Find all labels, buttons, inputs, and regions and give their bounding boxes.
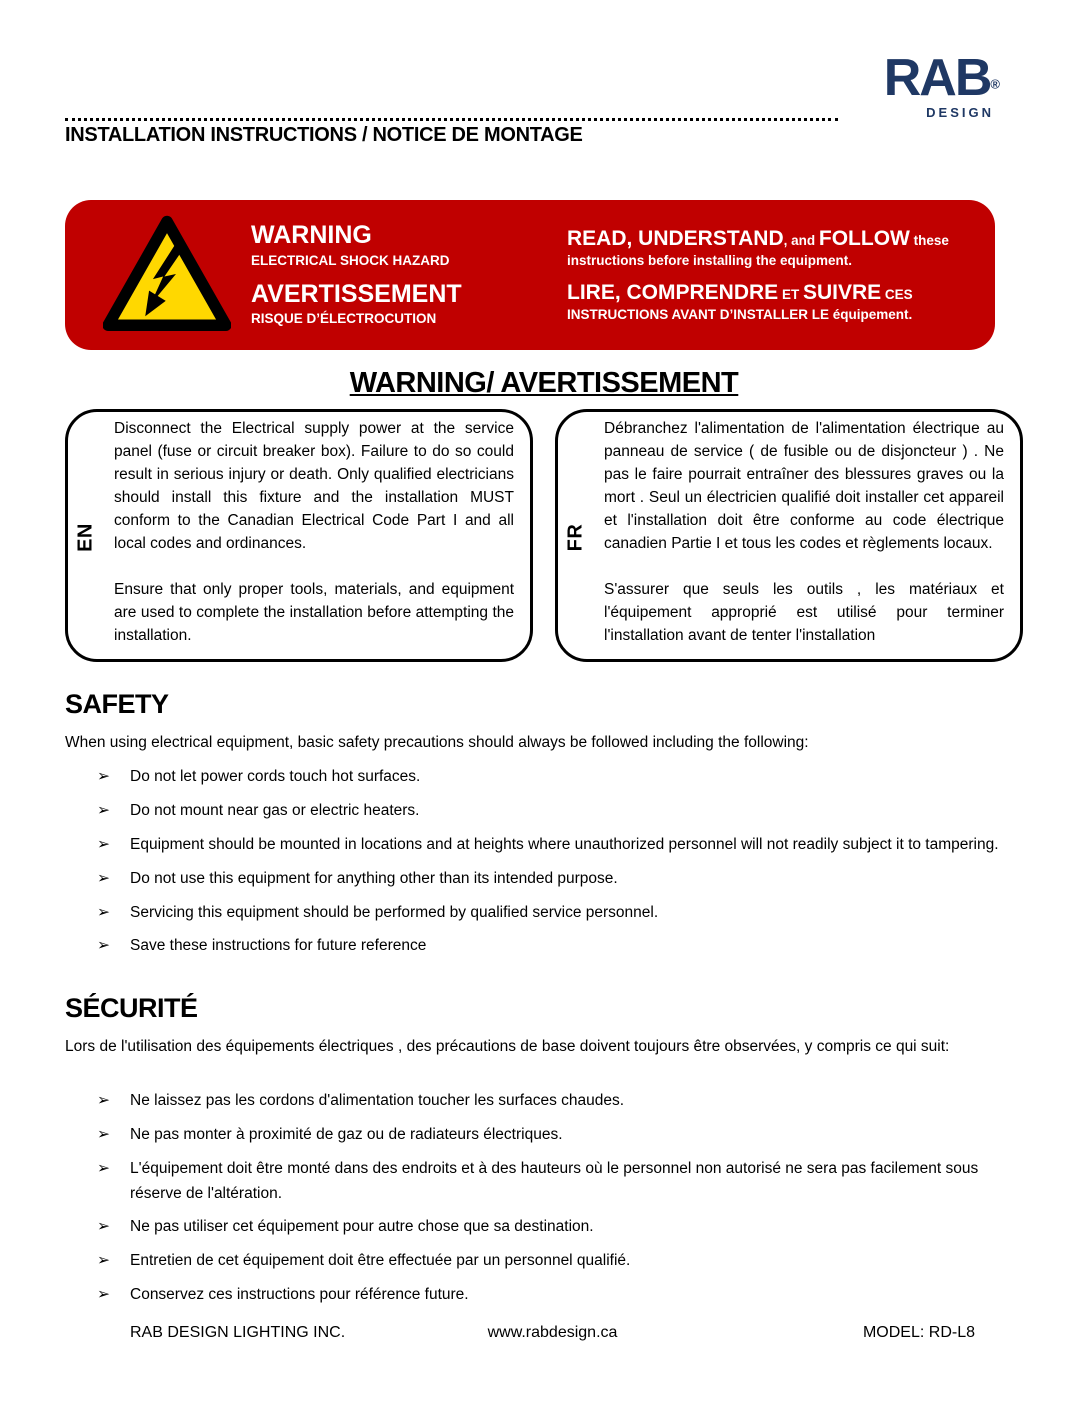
warning-avertissement-heading: WARNING/ AVERTISSEMENT	[349, 367, 739, 399]
footer-model: MODEL: RD-L8	[862, 1324, 975, 1341]
list-item	[97, 1089, 1023, 1114]
logo-text: RAB	[883, 49, 991, 107]
footer-website: www.rabdesign.ca	[487, 1324, 618, 1341]
arrow-bullet-icon: ➢	[97, 1126, 110, 1144]
read-understand-big: READ, UNDERSTAND	[567, 226, 784, 250]
en-language-label: EN	[74, 522, 97, 552]
list-item-text: Save these instructions for future reference	[130, 937, 427, 955]
these-small: these	[909, 232, 949, 248]
arrow-bullet-icon: ➢	[97, 802, 110, 820]
arrow-bullet-icon: ➢	[97, 869, 110, 887]
warning-boxes-row	[65, 409, 1023, 662]
arrow-bullet-icon: ➢	[97, 903, 110, 921]
list-item-text: Ne pas utiliser cet équipement pour autre chose que sa destination.	[130, 1218, 594, 1236]
avertissement-subtitle: RISQUE D’ÉLECTROCUTION	[251, 311, 437, 326]
safety-heading: SAFETY	[65, 689, 169, 720]
lire-comprendre-big: LIRE, COMPRENDRE	[567, 280, 779, 304]
arrow-bullet-icon: ➢	[97, 1286, 110, 1303]
list-item-text: Servicing this equipment should be performed by qualified service personnel.	[130, 903, 659, 921]
list-item-text: Equipment should be mounted in locations and at heights where unauthorized personnel will not readily subject it to tampering.	[130, 836, 999, 854]
list-item	[97, 1157, 1023, 1207]
safety-bullet-list	[65, 765, 1023, 959]
instructions-line-fr: INSTRUCTIONS AVANT D’INSTALLER LE équipement.	[567, 306, 913, 322]
list-item	[97, 867, 1023, 892]
lire-comprendre-line	[567, 281, 971, 305]
list-item	[97, 934, 1023, 959]
safety-intro: When using electrical equipment, basic safety precautions should always be followed including the following:	[65, 734, 809, 752]
ces-small: CES	[881, 286, 913, 302]
arrow-bullet-icon: ➢	[97, 1159, 110, 1177]
electrical-hazard-triangle-icon	[103, 215, 231, 333]
list-item-text: Entretien de cet équipement doit être effectuée par un personnel qualifié.	[130, 1252, 631, 1270]
list-item-text: Conservez ces instructions pour référence future.	[130, 1286, 469, 1303]
rab-design-logo	[883, 49, 1000, 120]
list-item-text: Ne laissez pas les cordons d'alimentation toucher les surfaces chaudes.	[130, 1092, 625, 1110]
arrow-bullet-icon: ➢	[97, 836, 110, 854]
dotted-divider	[65, 118, 838, 121]
suivre-big: SUIVRE	[802, 280, 882, 304]
list-item	[97, 1123, 1023, 1148]
list-item-text: Ne pas monter à proximité de gaz ou de radiateurs électriques.	[130, 1126, 563, 1144]
and-small: , and	[783, 232, 819, 248]
instructions-line-en: instructions before installing the equipment.	[567, 252, 853, 268]
list-item	[97, 765, 1023, 790]
follow-big: FOLLOW	[818, 226, 910, 250]
list-item-text: Do not let power cords touch hot surfaces.	[130, 768, 421, 786]
avertissement-title: AVERTISSEMENT	[251, 279, 462, 308]
fr-paragraph-2: S'assurer que seuls les outils , les matériaux et l'équipement approprié est utilisé pour terminer l'installation avant de tenter l'installation	[604, 580, 1004, 644]
page-footer	[0, 1324, 1088, 1342]
fr-language-label: FR	[564, 523, 587, 552]
securite-bullet-list	[65, 1089, 1023, 1308]
arrow-bullet-icon: ➢	[97, 768, 110, 786]
warning-title: WARNING	[251, 221, 372, 249]
list-item	[97, 1249, 1023, 1274]
read-understand-line	[567, 227, 971, 251]
arrow-bullet-icon: ➢	[97, 1218, 110, 1236]
registered-trademark-symbol: ®	[990, 76, 1000, 92]
warning-box-fr	[555, 409, 1023, 662]
banner-right-column	[559, 227, 971, 322]
arrow-bullet-icon: ➢	[97, 1252, 110, 1270]
list-item-text: Do not use this equipment for anything other than its intended purpose.	[130, 869, 618, 887]
securite-intro: Lors de l'utilisation des équipements électriques , des précautions de base doivent toujours être observées, y compris ce qui suit:	[65, 1038, 950, 1056]
logo-subtext: DESIGN	[926, 105, 994, 120]
en-paragraph-2: Ensure that only proper tools, materials, and equipment are used to complete the installation before attempting the installation.	[114, 580, 514, 644]
list-item	[97, 799, 1023, 824]
list-item	[97, 901, 1023, 926]
warning-banner	[65, 200, 995, 350]
warning-box-en	[65, 409, 533, 662]
list-item	[97, 1215, 1023, 1240]
arrow-bullet-icon: ➢	[97, 937, 110, 955]
list-item	[97, 833, 1023, 858]
document-title: INSTALLATION INSTRUCTIONS / NOTICE DE MONTAGE	[65, 124, 583, 146]
arrow-bullet-icon: ➢	[97, 1092, 110, 1110]
warning-subtitle: ELECTRICAL SHOCK HAZARD	[251, 252, 450, 268]
en-paragraph-1: Disconnect the Electrical supply power at the service panel (fuse or circuit breaker box). Failure to do so could result in serious injury or death. Only qualified electricians should install this fixture and the installation MUST conform to the Canadian Electrical Code Part I and all local codes and ordinances.	[114, 420, 514, 552]
banner-left-column	[251, 222, 539, 326]
list-item-text: L'équipement doit être monté dans des endroits et à des hauteurs où le personnel non autorisé ne sera pas facilement sous réserve de l'altération.	[130, 1159, 979, 1202]
list-item-text: Do not mount near gas or electric heaters.	[130, 802, 420, 820]
footer-company: RAB DESIGN LIGHTING INC.	[130, 1324, 346, 1341]
securite-heading: SÉCURITÉ	[65, 993, 198, 1024]
et-small: ET	[778, 286, 803, 302]
list-item	[97, 1283, 1023, 1308]
fr-paragraph-1: Débranchez l'alimentation de l'alimentation électrique au panneau de service ( de fusible ou de disjoncteur ) . Ne pas le faire pourrait entraîner des blessures graves ou la mort . Seul un électricien qualifié doit installer cet appareil et l'installation doit être conforme au code électrique canadien Partie I et tous les codes et règlements locaux.	[604, 420, 1004, 552]
